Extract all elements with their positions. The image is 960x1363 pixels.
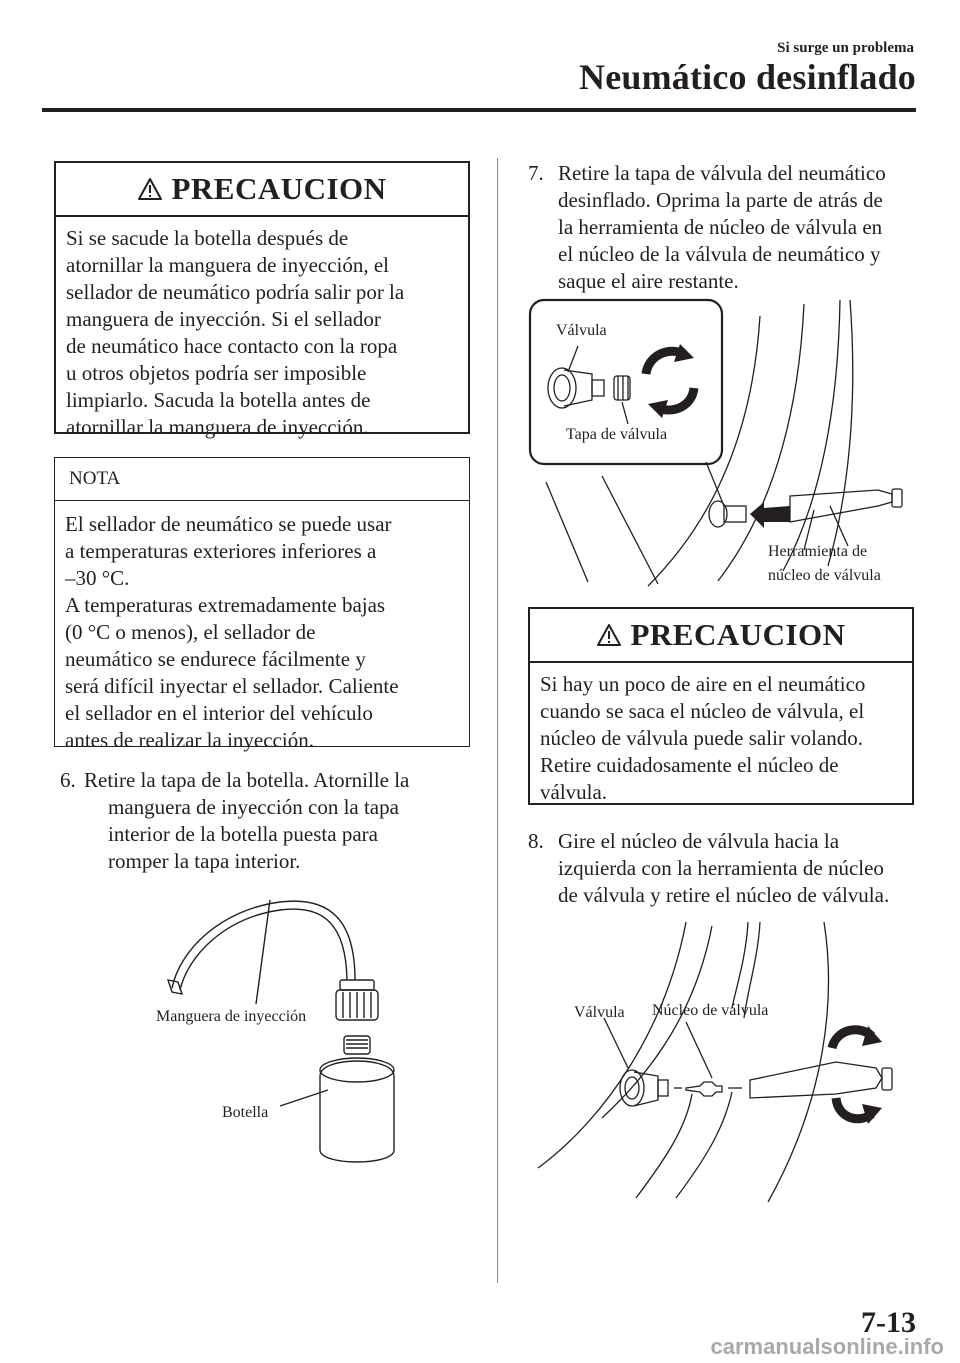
- text-line: la herramienta de núcleo de válvula en: [558, 215, 883, 239]
- text-line: interior de la botella puesta para: [108, 822, 378, 846]
- label-tool-line2: núcleo de válvula: [768, 567, 881, 584]
- step-6: [54, 767, 484, 875]
- note-text: [55, 501, 469, 754]
- label-valve-2: Válvula: [556, 322, 607, 339]
- caution-header: [56, 163, 468, 217]
- text-line: Retire la tapa de la botella. Atornille la: [84, 768, 410, 792]
- text-line: cuando se saca el núcleo de válvula, el: [540, 699, 865, 723]
- rotate-arrows-icon: [646, 344, 694, 418]
- label-valve-core: Núcleo de válvula: [652, 1002, 769, 1019]
- step-text: [524, 828, 934, 909]
- label-tool-line1: Herramienta de: [768, 543, 868, 560]
- warning-icon: [137, 177, 163, 201]
- text-line: el sellador en el interior del vehículo: [65, 701, 373, 725]
- caution-text: [530, 663, 912, 806]
- step-7: [524, 160, 924, 295]
- note-header: NOTA: [55, 458, 469, 501]
- text-line: manguera de inyección con la tapa: [108, 795, 399, 819]
- watermark: carmanualsonline.info: [710, 1334, 944, 1359]
- text-line: a temperaturas exteriores inferiores a: [65, 539, 377, 563]
- rotate-arrows-icon: [832, 1026, 882, 1124]
- text-line: neumático se endurece fácilmente y: [65, 647, 366, 671]
- text-line: El sellador de neumático se puede usar: [65, 512, 392, 536]
- text-line: de neumático hace contacto con la ropa: [66, 334, 398, 358]
- text-line: Retire la tapa de válvula del neumático: [558, 161, 886, 185]
- label-valve-3: Válvula: [574, 1004, 625, 1021]
- text-line: será difícil inyectar el sellador. Caliente: [65, 674, 399, 698]
- step-number: 7.: [528, 161, 544, 185]
- valve-core-illustration: [536, 918, 916, 1208]
- text-line: manguera de inyección. Si el sellador: [66, 307, 381, 331]
- text-line: válvula.: [540, 780, 608, 804]
- text-line: u otros objetos podría ser imposible: [66, 361, 367, 385]
- caution-text: [56, 217, 468, 441]
- label-valve-cap: Tapa de válvula: [566, 426, 668, 443]
- text-line: desinflado. Oprima la parte de atrás de: [558, 188, 883, 212]
- step-text: [524, 160, 924, 295]
- warning-icon: [596, 623, 622, 647]
- step-text: [54, 767, 484, 875]
- text-line: limpiarlo. Sacuda la botella antes de: [66, 388, 371, 412]
- caution-header: [530, 609, 912, 663]
- header-divider: [42, 108, 916, 112]
- section-title: Si surge un problema: [777, 40, 914, 56]
- caution-title: PRECAUCION: [171, 171, 387, 206]
- column-divider: [497, 158, 498, 1283]
- text-line: Retire cuidadosamente el núcleo de: [540, 753, 839, 777]
- caution-box-left: [54, 161, 470, 439]
- text-line: romper la tapa interior.: [108, 849, 301, 873]
- text-line: saque el aire restante.: [558, 269, 739, 293]
- text-line: Si se sacude la botella después de: [66, 226, 349, 250]
- text-line: A temperaturas extremadamente bajas: [65, 593, 386, 617]
- label-bottle: Botella: [222, 1104, 269, 1121]
- step-number: 6.: [60, 768, 76, 792]
- page-number: 7-13: [861, 1306, 916, 1339]
- caution-box-right: [528, 607, 914, 805]
- text-line: antes de realizar la inyección.: [65, 728, 314, 752]
- text-line: –30 °C.: [65, 566, 130, 590]
- label-hose: Manguera de inyección: [156, 1008, 307, 1025]
- text-line: atornillar la manguera de inyección, el: [66, 253, 390, 277]
- text-line: Gire el núcleo de válvula hacia la: [558, 829, 840, 853]
- note-box: [54, 457, 470, 752]
- caution-title: PRECAUCION: [630, 617, 846, 652]
- step-number: 8.: [528, 829, 544, 853]
- text-line: izquierda con la herramienta de núcleo: [558, 856, 884, 880]
- page-title: Neumático desinflado: [579, 57, 916, 97]
- text-line: Si hay un poco de aire en el neumático: [540, 672, 866, 696]
- text-line: el núcleo de la válvula de neumático y: [558, 242, 881, 266]
- text-line: sellador de neumático podría salir por la: [66, 280, 405, 304]
- text-line: (0 °C o menos), el sellador de: [65, 620, 316, 644]
- text-line: de válvula y retire el núcleo de válvula.: [558, 883, 890, 907]
- text-line: núcleo de válvula puede salir volando.: [540, 726, 864, 750]
- text-line: atornillar la manguera de inyección.: [66, 415, 369, 439]
- step-8: [524, 828, 934, 909]
